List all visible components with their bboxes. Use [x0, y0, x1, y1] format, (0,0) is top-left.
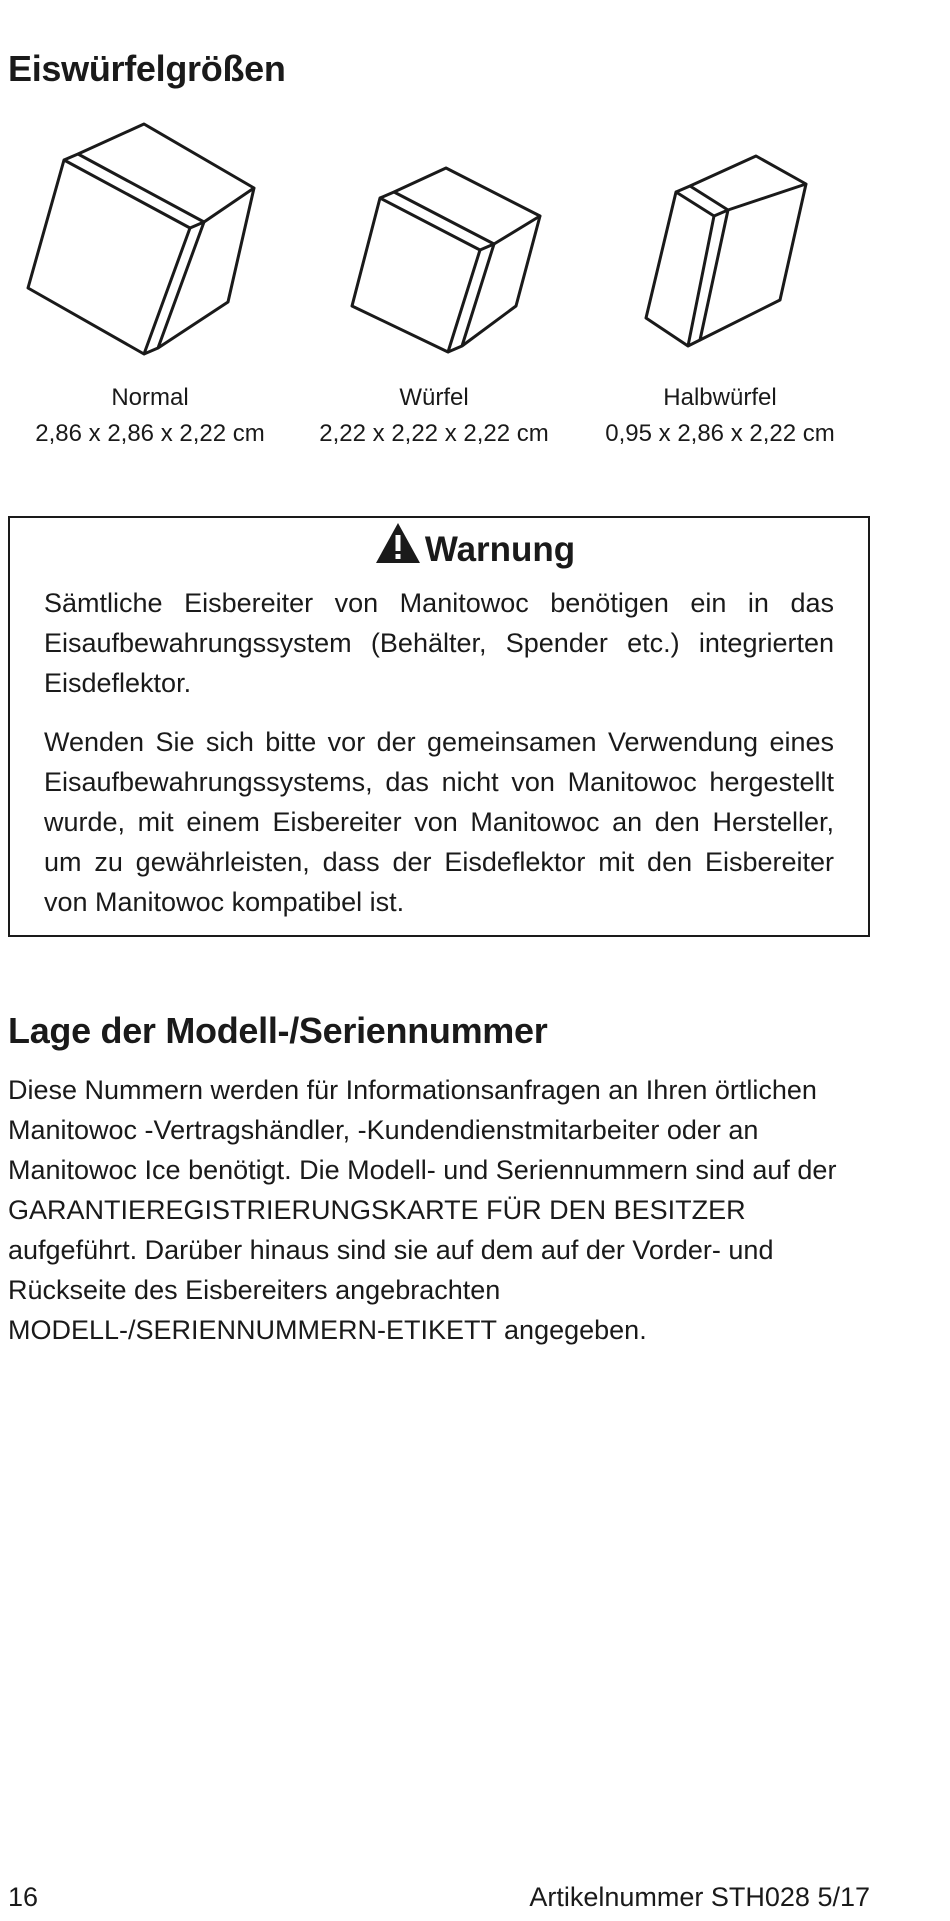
cube-name-halbwuerfel: Halbwürfel [663, 384, 777, 411]
normal-cube-illustration [22, 118, 262, 358]
halbwuerfel-cube-illustration [642, 150, 822, 360]
cube-size-normal: 2,86 x 2,86 x 2,22 cm [35, 420, 265, 447]
caption-normal [0, 380, 300, 452]
caption-wuerfel [284, 380, 584, 452]
cube-size-halbwuerfel: 0,95 x 2,86 x 2,22 cm [605, 420, 835, 447]
warning-heading [0, 522, 950, 573]
article-number: Artikelnummer STH028 5/17 [529, 1882, 870, 1912]
cube-name-normal: Normal [111, 384, 189, 411]
page-number: 16 [8, 1882, 39, 1912]
warning-paragraph-1: Sämtliche Eisbereiter von Manitowoc benötigen ein in das Eisaufbewahrungssystem (Behälter, Spender etc.) integrierten Eisdeflektor. [44, 588, 834, 698]
serial-location-body: Diese Nummern werden für Informationsanfragen an Ihren örtlichen Manitowoc -Vertragshändler, -Kundendienstmitarbeiter oder an Manitowoc Ice benötigt. Die Modell- und Seriennummern sind auf der GARANTIEREGISTRIERUNGSKARTE FÜR DEN BESITZER aufgeführt. Darüber hinaus sind sie auf dem auf der Vorder- und Rückseite des Eisbereiters angebrachten MODELL-/SERIENNUMMERN-ETIKETT angegeben. [8, 1075, 837, 1345]
section-title-serial-location: Lage der Modell-/Seriennummer [8, 1010, 548, 1051]
caption-halbwuerfel [570, 380, 870, 452]
warning-icon [375, 522, 421, 573]
cube-size-wuerfel: 2,22 x 2,22 x 2,22 cm [319, 420, 549, 447]
warning-paragraph-2: Wenden Sie sich bitte vor der gemeinsamen Verwendung eines Eisaufbewahrungssystems, das nicht von Manitowoc hergestellt wurde, mit einem Eisbereiter von Manitowoc an den Hersteller, um zu gewährleisten, dass der Eisdeflektor mit den Eisbereiter von Manitowoc kompatibel ist. [44, 727, 834, 917]
wuerfel-cube-illustration [348, 162, 548, 362]
warning-title: Warnung [424, 530, 576, 569]
section-title-ice-sizes: Eiswürfelgrößen [8, 48, 286, 89]
cube-name-wuerfel: Würfel [399, 384, 469, 411]
